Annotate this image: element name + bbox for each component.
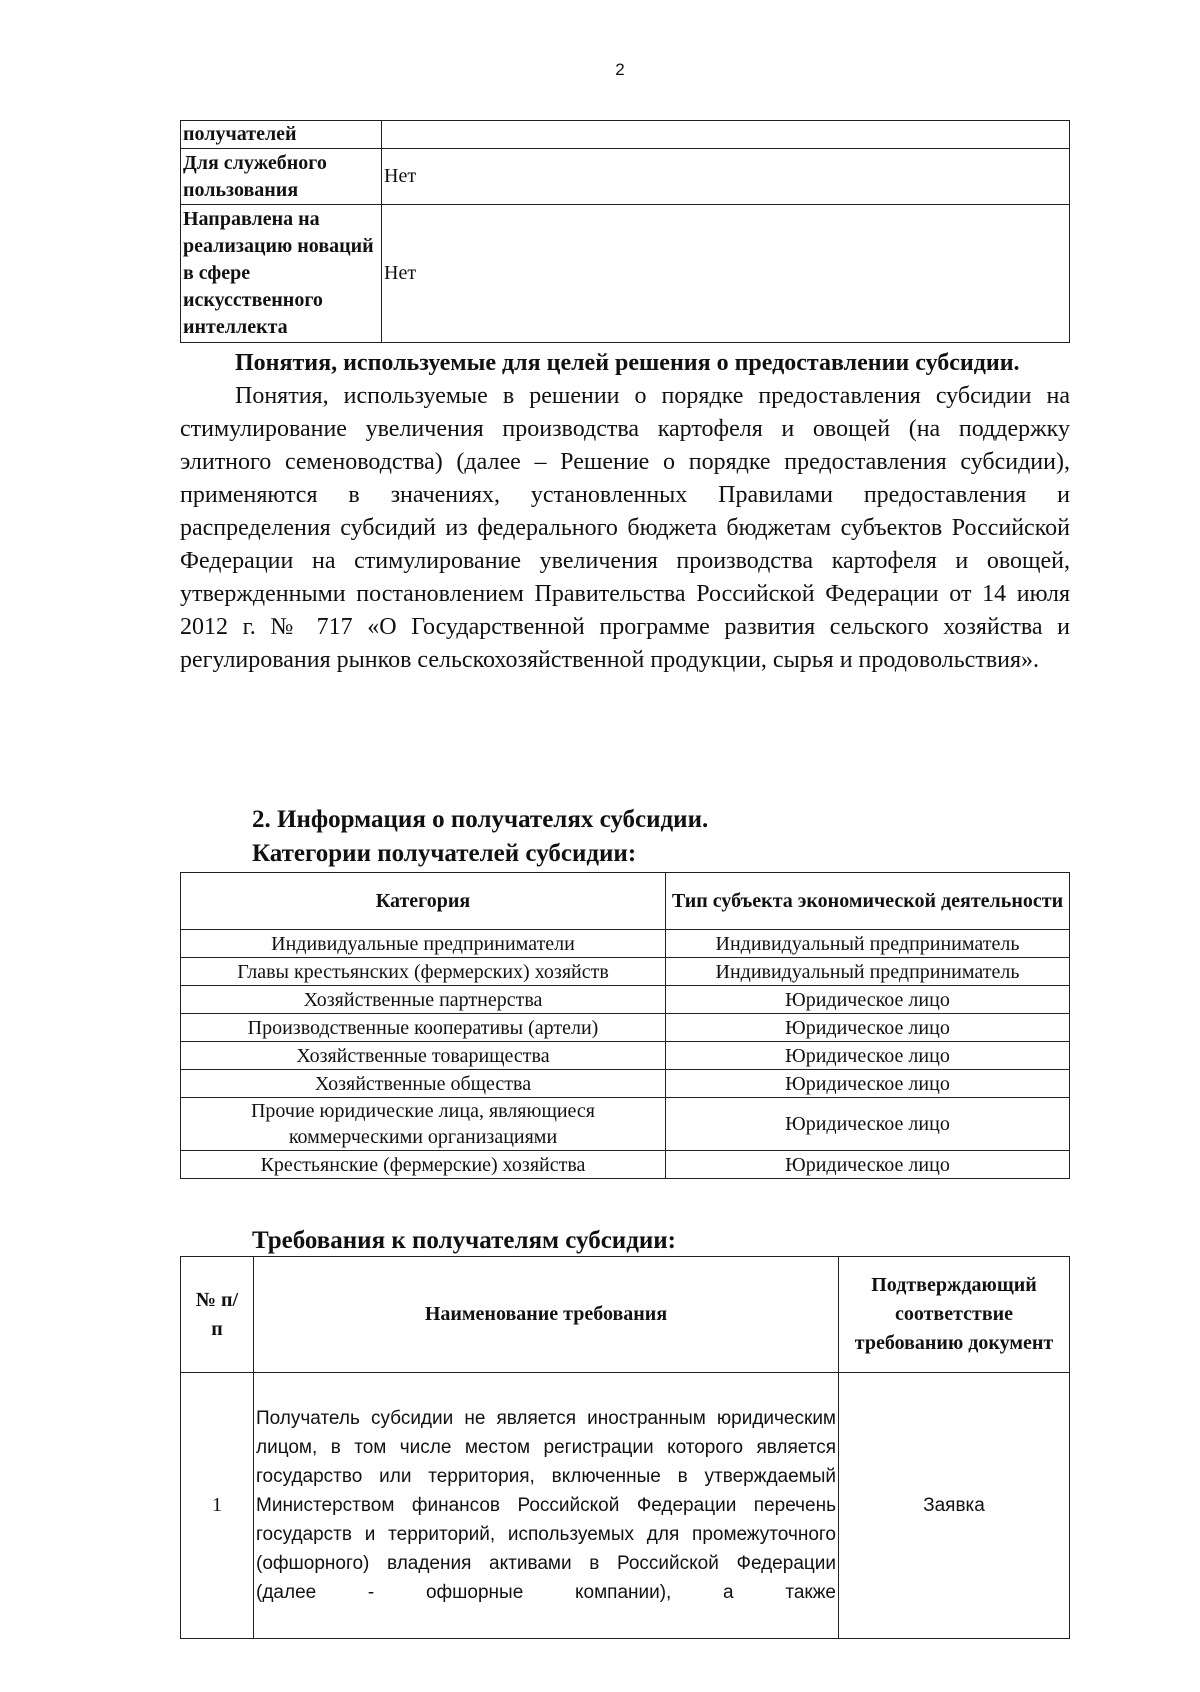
row-label: Для служебного пользования [181, 149, 382, 205]
column-header-document: Подтверждающий соответствие требованию документ [839, 1257, 1070, 1373]
category-cell: Производственные кооперативы (артели) [181, 1014, 666, 1042]
type-cell: Юридическое лицо [666, 1098, 1070, 1151]
categories-table [180, 872, 1070, 1179]
table-row [181, 1098, 1070, 1151]
column-header-type: Тип субъекта экономической деятельности [666, 873, 1070, 930]
recipients-info-table [180, 120, 1070, 343]
type-cell: Юридическое лицо [666, 986, 1070, 1014]
requirements-title: Требования к получателям субсидии: [252, 1227, 676, 1254]
row-label: Направлена на реализацию новаций в сфере искусственного интеллекта [181, 205, 382, 343]
row-value: Нет [382, 205, 1070, 343]
table-row [181, 1042, 1070, 1070]
requirements-table [180, 1256, 1070, 1639]
table-header-row [181, 1257, 1070, 1373]
table-row [181, 121, 1070, 149]
type-cell: Индивидуальный предприниматель [666, 958, 1070, 986]
category-cell: Хозяйственные партнерства [181, 986, 666, 1014]
table-row [181, 149, 1070, 205]
concepts-section [180, 347, 1070, 677]
category-cell: Хозяйственные общества [181, 1070, 666, 1098]
requirement-text: Получатель субсидии не является иностранным юридическим лицом, в том числе местом регистрации которого является государство или территория, включенные в утверждаемый Министерством финансов Российской Федерации перечень государств и территорий, используемых для промежуточного (офшорного) владения активами в Российской Федерации (далее - офшорные компании), а также [254, 1373, 839, 1639]
row-value: Нет [382, 149, 1070, 205]
requirement-number: 1 [181, 1373, 254, 1639]
type-cell: Индивидуальный предприниматель [666, 930, 1070, 958]
table-row [181, 205, 1070, 343]
table-row [181, 1151, 1070, 1179]
table-row [181, 1070, 1070, 1098]
type-cell: Юридическое лицо [666, 1042, 1070, 1070]
column-header-category: Категория [181, 873, 666, 930]
table-row [181, 1373, 1070, 1639]
category-cell: Главы крестьянских (фермерских) хозяйств [181, 958, 666, 986]
row-value [382, 121, 1070, 149]
concepts-paragraph: Понятия, используемые в решении о порядке предоставления субсидии на стимулирование увеличения производства картофеля и овощей (на поддержку элитного семеноводства) (далее – Решение о порядке предоставления субсидии), применяются в значениях, установленных Правилами предоставления и распределения субсидий из федерального бюджета бюджетам субъектов Российской Федерации на стимулирование увеличения производства картофеля и овощей, утвержденными постановлением Правительства Российской Федерации от 14 июля 2012 г. № 717 «О Государственной программе развития сельского хозяйства и регулирования рынков сельскохозяйственной продукции, сырья и продовольствия». [180, 383, 1070, 673]
category-cell: Хозяйственные товарищества [181, 1042, 666, 1070]
table-row [181, 986, 1070, 1014]
table-row [181, 1014, 1070, 1042]
row-label: получателей [181, 121, 382, 149]
table-header-row [181, 873, 1070, 930]
categories-title: Категории получателей субсидии: [252, 840, 637, 867]
column-header-number: № п/п [181, 1257, 254, 1373]
type-cell: Юридическое лицо [666, 1014, 1070, 1042]
category-cell: Крестьянские (фермерские) хозяйства [181, 1151, 666, 1179]
requirement-document: Заявка [839, 1373, 1070, 1639]
type-cell: Юридическое лицо [666, 1151, 1070, 1179]
column-header-requirement: Наименование требования [254, 1257, 839, 1373]
section-2-title: 2. Информация о получателях субсидии. [252, 806, 709, 833]
page-number: 2 [615, 60, 625, 79]
table-row [181, 958, 1070, 986]
type-cell: Юридическое лицо [666, 1070, 1070, 1098]
category-cell: Прочие юридические лица, являющиеся коммерческими организациями [181, 1098, 666, 1151]
concepts-heading: Понятия, используемые для целей решения о предоставлении субсидии. [235, 350, 1020, 376]
category-cell: Индивидуальные предприниматели [181, 930, 666, 958]
table-row [181, 930, 1070, 958]
